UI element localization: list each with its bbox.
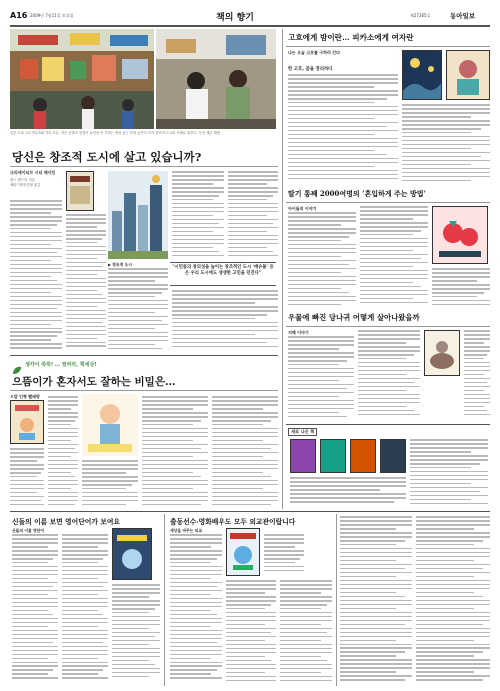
- bottom-right-body-col-1: [340, 516, 412, 684]
- issue-date: 2009년 7월11일 토요일: [30, 13, 74, 18]
- sidebar-top-rule: [286, 46, 490, 47]
- new-book-cover-1: [290, 439, 316, 473]
- bottom-left-body-col-3: [112, 584, 160, 684]
- new-book-cover-2: [320, 439, 346, 473]
- sidebar-top-body-col-1: [288, 74, 398, 184]
- top-story-body-col-2: [66, 214, 106, 352]
- book-info-title: 크리에이티브 시티 메이킹: [10, 170, 56, 175]
- sidebar-mid-sub: 아이들의 이야기: [288, 206, 317, 211]
- sidebar-top-book-cover-2: [446, 50, 490, 100]
- new-books-label: 새로 나온 책: [288, 428, 317, 436]
- masthead-rule: [10, 25, 490, 27]
- sidebar-mid-body-col-2: [360, 206, 428, 308]
- bottom-mid-body-col-2: [226, 580, 276, 684]
- sidebar-low-rule: [286, 326, 490, 327]
- sidebar-mid-headline: 딸기 통째 2000여명의 ‘흔입하게 주는 방법’: [288, 189, 426, 198]
- bottom-left-headline: 신들의 이름 보면 영어단어가 보여요: [12, 518, 120, 526]
- sidebar-top-lead: 한 고흐, 꿈을 정리하다: [288, 67, 333, 72]
- new-book-cover-3: [350, 439, 376, 473]
- sidebar-low-sub: 지혜 이야기: [288, 330, 309, 335]
- city-illustration: [108, 171, 168, 259]
- second-story-body-col-3: [142, 396, 208, 508]
- page-number: A16: [10, 11, 28, 20]
- second-story-body-col-0: [10, 448, 44, 508]
- bottom-mid-body-col-1: [170, 534, 222, 684]
- sidebar-low-book-cover: [424, 330, 460, 376]
- top-story-body-col-5: [228, 171, 278, 259]
- second-story-bottom-rule: [10, 511, 490, 512]
- second-story-body-col-1: [48, 396, 78, 508]
- masthead: [10, 10, 490, 24]
- bottom-left-book-title: 신들의 이름 영단어: [12, 528, 44, 533]
- book-info-translator: 메타기획컨설팅 옮김: [10, 183, 41, 187]
- second-story-book-cover: [10, 400, 44, 444]
- bottom-left-body-col-1: [12, 534, 58, 684]
- sidebar-low-body-col-3: [464, 330, 490, 420]
- section-byline: ▶ 창조적 도시: [108, 262, 132, 267]
- top-story-headline: 당신은 창조적 도시에 살고 있습니까?: [12, 150, 202, 164]
- top-story-book-cover: [66, 171, 94, 211]
- second-story-rule: [10, 390, 278, 391]
- sidebar-top-book-cover-1: [402, 50, 442, 100]
- top-story-body-col-1: [10, 200, 62, 352]
- top-story-photo: [10, 29, 154, 129]
- bottom-right-body-col-2: [416, 516, 490, 684]
- second-story-kicker: 생각이 쑥쑥! … 열려라, 책세상!: [25, 362, 97, 368]
- second-story-headline: 으뜸이가 혼자서도 잘하는 비밀은…: [12, 376, 176, 388]
- sidebar-mid-book-cover: [432, 206, 488, 264]
- bottom-mid-headline: 출동선수·영화배우도 모두 외교관이랍니다: [170, 518, 296, 526]
- new-book-cover-4: [380, 439, 406, 473]
- sidebar-low-headline: 우물에 빠진 당나귀 어떻게 살아나왔을까: [288, 313, 420, 322]
- bottom-divider-1: [164, 514, 165, 686]
- second-story-illustration: [82, 394, 138, 456]
- new-books-body-col-1: [410, 439, 488, 507]
- second-story-body-col-4: [212, 396, 278, 508]
- section-title: 책의 향기: [216, 13, 254, 23]
- second-story-book-title: 으뜸 인형 빨래방: [10, 394, 40, 399]
- top-story-bottom-rule: [10, 355, 278, 356]
- bottom-mid-book-cover: [226, 528, 260, 576]
- second-story-kicker-row: [12, 359, 278, 371]
- top-story-photo-2: [156, 29, 276, 129]
- bottom-mid-book-title: 세상을 바꾸는 외교: [170, 528, 202, 533]
- headline-rule: [10, 166, 278, 167]
- book-info-box: [10, 170, 62, 198]
- leaf-icon: [12, 360, 22, 369]
- sidebar-divider: [282, 29, 283, 509]
- sidebar-mid-body-col-3: [432, 268, 490, 308]
- newspaper-logo: 동아일보: [450, 12, 476, 20]
- sidebar-top-book-title: 나는 오늘 고흐를 구하러 간다: [288, 50, 340, 55]
- bottom-left-book-cover: [112, 528, 152, 580]
- top-story-body-col-6: [172, 290, 278, 352]
- sidebar-top-body-col-2: [402, 104, 490, 184]
- second-story-body-col-2: [82, 460, 138, 508]
- bottom-divider-2: [336, 514, 337, 686]
- bottom-mid-body-col-3: [264, 534, 304, 576]
- sidebar-low-body-col-1: [288, 336, 354, 420]
- sidebar-mid-rule: [286, 202, 490, 203]
- pull-quote: [170, 262, 276, 286]
- new-books-box: [286, 424, 490, 508]
- top-story-body-col-4: [172, 171, 224, 259]
- top-story-photo-caption: 일본 도쿄 시모키타자와 거리 모습. 작은 공방과 상점이 늘어선 이 거리는 개성 있는 문화 공간이 모여 창조적 도시의 사례로 꼽힌다. 사진 제공 해냄: [10, 131, 220, 135]
- sidebar-mid-body-col-1: [288, 212, 356, 308]
- top-story-body-col-3: [108, 268, 168, 352]
- bottom-left-body-col-2: [62, 534, 108, 684]
- new-books-body-col-2: [290, 477, 406, 507]
- book-info-author: 찰스 랜드리 지음: [10, 178, 36, 182]
- sidebar-top-headline: 고흐에게 밤이란… 피카소에게 여자란: [288, 33, 414, 42]
- edition-number: 제27265호: [410, 13, 431, 18]
- sidebar-low-body-col-2: [358, 330, 420, 420]
- pull-quote-text: "시민들의 창의성을 높이는 창조적인 도시 ‘메슈볼’ 등은 우리 도시에도 생생한 고민을 던진다": [172, 265, 274, 276]
- bottom-mid-body-col-4: [280, 580, 332, 684]
